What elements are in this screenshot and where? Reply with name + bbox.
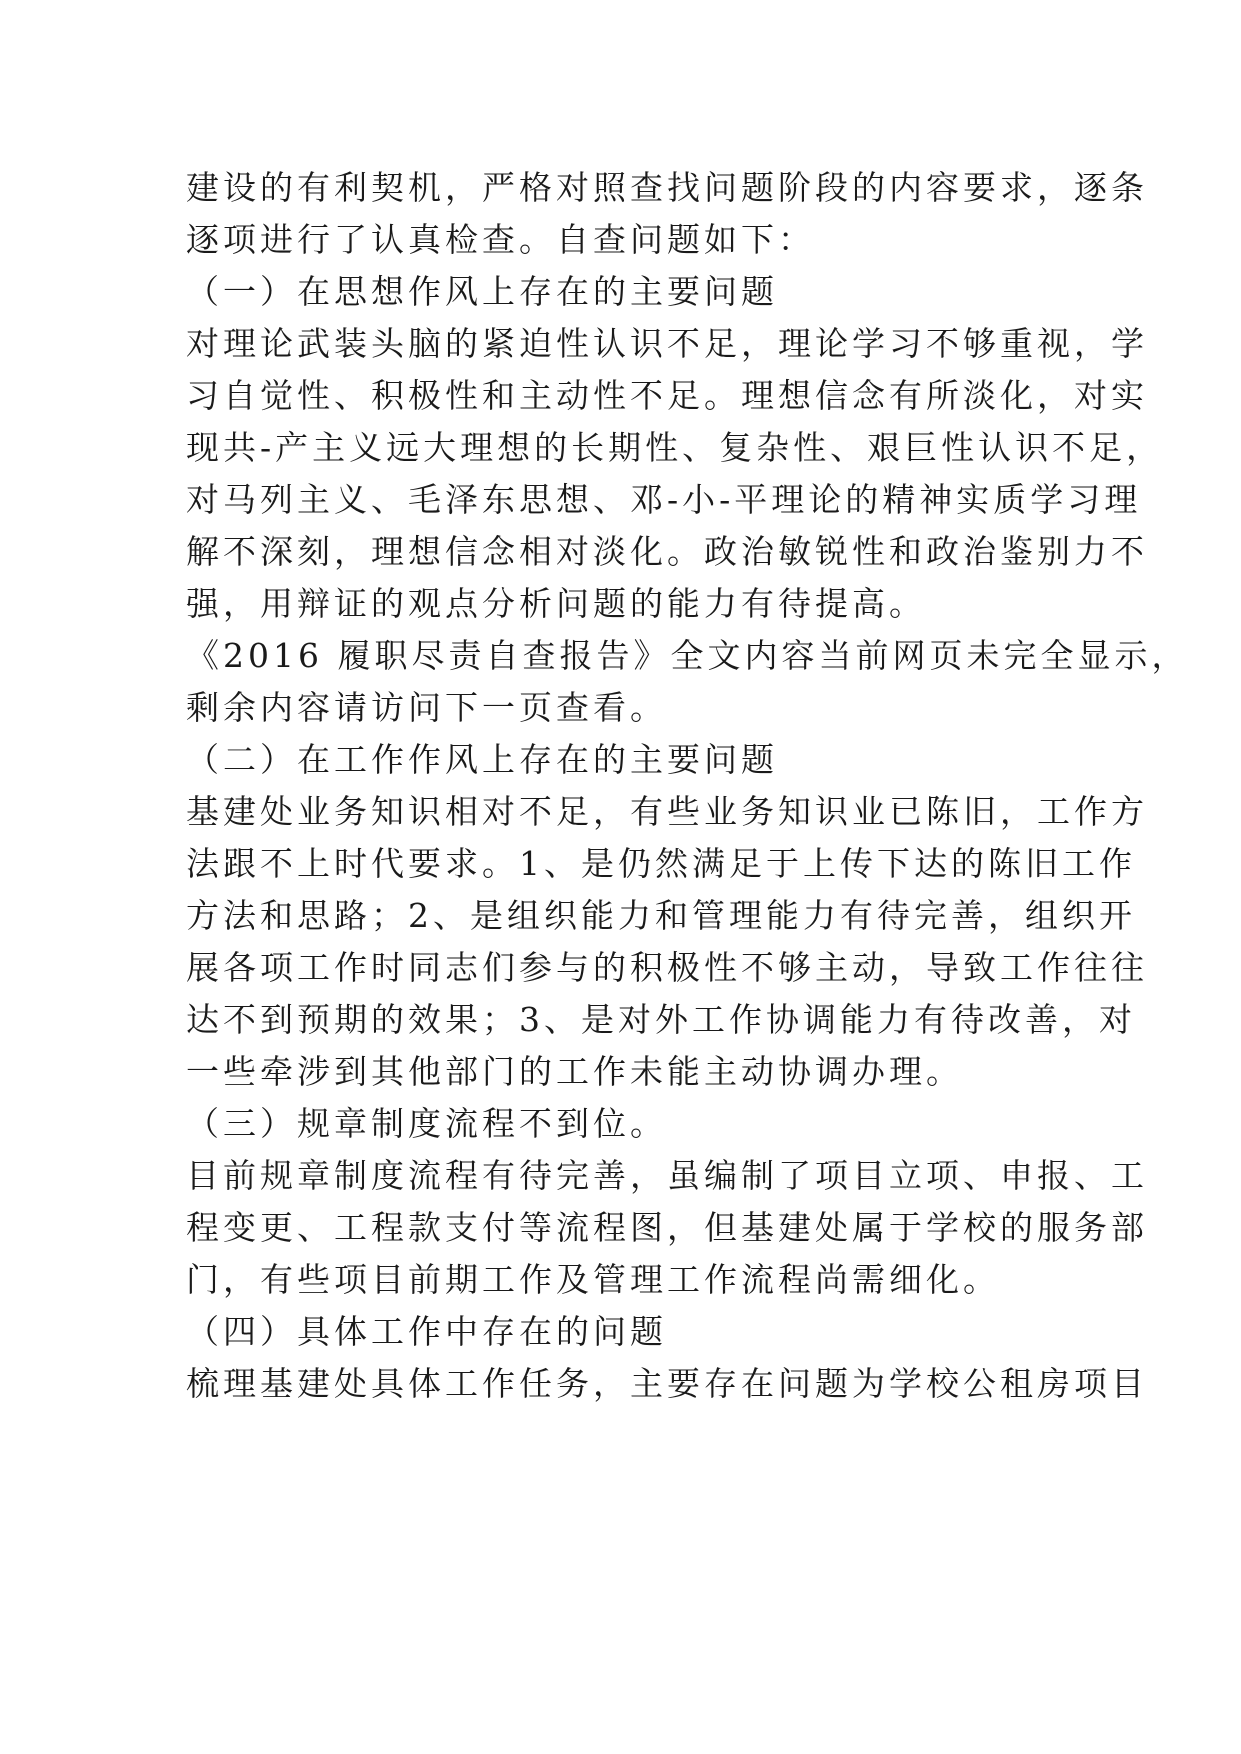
body-line: 程变更、工程款支付等流程图，但基建处属于学校的服务部 xyxy=(186,1208,1148,1247)
document-body xyxy=(186,162,1189,1410)
section-heading-1: （一）在思想作风上存在的主要问题 xyxy=(186,272,778,311)
body-line: 目前规章制度流程有待完善，虽编制了项目立项、申报、工 xyxy=(186,1156,1148,1195)
body-line: 方法和思路；2、是组织能力和管理能力有待完善，组织开 xyxy=(186,896,1136,935)
section-heading-2: （二）在工作作风上存在的主要问题 xyxy=(186,740,778,779)
body-line: 习自觉性、积极性和主动性不足。理想信念有所淡化，对实 xyxy=(186,376,1148,415)
body-line: 逐项进行了认真检查。自查问题如下： xyxy=(186,220,815,259)
body-line: 法跟不上时代要求。1、是仍然满足于上传下达的陈旧工作 xyxy=(186,844,1136,883)
body-line: 基建处业务知识相对不足，有些业务知识业已陈旧，工作方 xyxy=(186,792,1148,831)
body-line: 解不深刻，理想信念相对淡化。政治敏锐性和政治鉴别力不 xyxy=(186,532,1148,571)
body-line: 建设的有利契机，严格对照查找问题阶段的内容要求，逐条 xyxy=(186,168,1148,207)
section-heading-3: （三）规章制度流程不到位。 xyxy=(186,1104,667,1143)
notice-line: 剩余内容请访问下一页查看。 xyxy=(186,688,667,727)
body-line: 达不到预期的效果；3、是对外工作协调能力有待改善，对 xyxy=(186,1000,1136,1039)
body-line: 展各项工作时同志们参与的积极性不够主动，导致工作往往 xyxy=(186,948,1148,987)
body-line: 对理论武装头脑的紧迫性认识不足，理论学习不够重视，学 xyxy=(186,324,1148,363)
body-line: 梳理基建处具体工作任务，主要存在问题为学校公租房项目 xyxy=(186,1364,1148,1403)
section-heading-4: （四）具体工作中存在的问题 xyxy=(186,1312,667,1351)
body-line: 门，有些项目前期工作及管理工作流程尚需细化。 xyxy=(186,1260,1000,1299)
notice-line: 《2016 履职尽责自查报告》全文内容当前网页未完全显示， xyxy=(186,636,1189,675)
body-line: 对马列主义、毛泽东思想、邓-小-平理论的精神实质学习理 xyxy=(186,480,1142,519)
body-line: 现共-产主义远大理想的长期性、复杂性、艰巨性认识不足， xyxy=(186,428,1164,467)
body-line: 强，用辩证的观点分析问题的能力有待提高。 xyxy=(186,584,926,623)
body-line: 一些牵涉到其他部门的工作未能主动协调办理。 xyxy=(186,1052,963,1091)
